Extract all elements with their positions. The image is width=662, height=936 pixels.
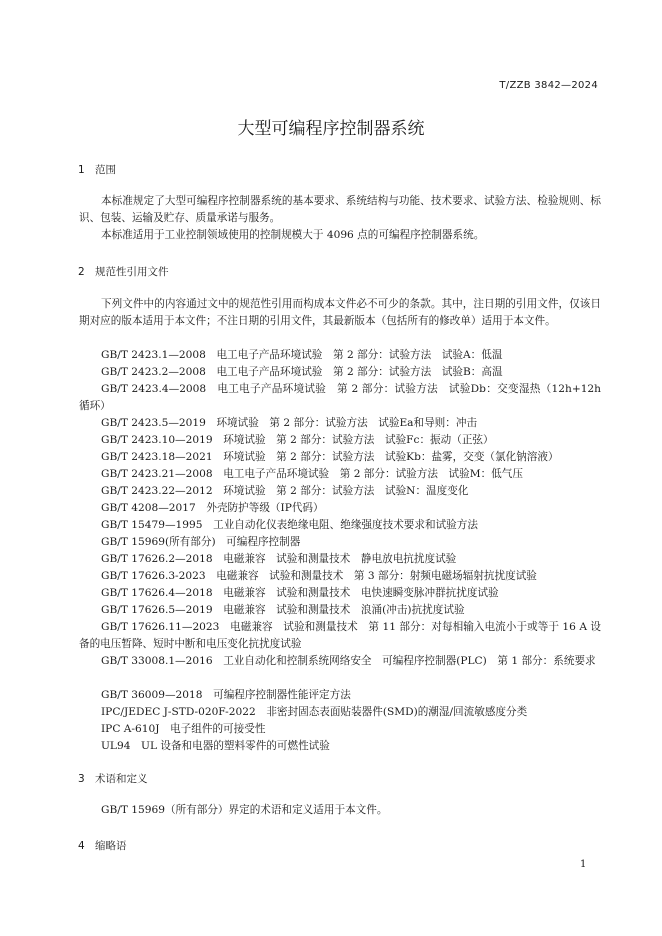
reference-item: GB/T 2423.2—2008 电工电子产品环境试验 第 2 部分：试验方法 试验B：高温 <box>101 366 503 378</box>
section-title: 术语和定义 <box>95 773 148 785</box>
section-title: 规范性引用文件 <box>95 266 169 278</box>
reference-item: GB/T 2423.1—2008 电工电子产品环境试验 第 2 部分：试验方法 试验A：低温 <box>101 349 503 361</box>
reference-item: GB/T 17626.5—2019 电磁兼容 试验和测量技术 浪涌(冲击)抗扰度试验 <box>101 604 465 616</box>
section-number: 2 <box>78 266 85 278</box>
reference-item: GB/T 2423.21—2008 电工电子产品环境试验 第 2 部分：试验方法 试验M：低气压 <box>101 468 523 480</box>
reference-item: GB/T 17626.11—2023 电磁兼容 试验和测量技术 第 11 部分：对每相输入电流小于或等于 16 A 设备的电压暂降、短时中断和电压变化抗扰度试验 <box>79 621 601 650</box>
reference-item: GB/T 17626.4—2018 电磁兼容 试验和测量技术 电快速瞬变脉冲群抗扰度试验 <box>101 587 499 599</box>
reference-item: GB/T 4208—2017 外壳防护等级（IP代码） <box>101 502 324 514</box>
section-title: 缩略语 <box>95 840 127 852</box>
reference-item: GB/T 2423.22—2012 环境试验 第 2 部分：试验方法 试验N：温度变化 <box>101 485 469 497</box>
reference-item: UL94 UL 设备和电器的塑料零件的可燃性试验 <box>101 740 330 752</box>
reference-item: GB/T 15479—1995 工业自动化仪表绝缘电阻、绝缘强度技术要求和试验方法 <box>101 519 478 531</box>
normative-intro-paragraph: 下列文件中的内容通过文中的规范性引用而构成本文件必不可少的条款。其中，注日期的引用文件，仅该日期对应的版本适用于本文件；不注日期的引用文件，其最新版本（包括所有的修改单）适用于本文件。 <box>79 298 601 327</box>
section-number: 1 <box>78 164 85 176</box>
reference-item: IPC A-610J 电子组件的可接受性 <box>101 723 266 735</box>
reference-item: GB/T 2423.5—2019 环境试验 第 2 部分：试验方法 试验Ea和导则：冲击 <box>101 417 478 429</box>
reference-item: IPC/JEDEC J-STD-020F-2022 非密封固态表面贴装器件(SMD)的潮湿/回流敏感度分类 <box>101 706 528 718</box>
scope-paragraph: 本标准规定了大型可编程序控制器系统的基本要求、系统结构与功能、技术要求、试验方法、检验规则、标识、包装、运输及贮存、质量承诺与服务。 <box>79 195 601 224</box>
reference-item: GB/T 33008.1—2016 工业自动化和控制系统网络安全 可编程序控制器(PLC) 第 1 部分：系统要求 <box>101 655 596 667</box>
reference-item: GB/T 2423.10—2019 环境试验 第 2 部分：试验方法 试验Fc：振动（正弦） <box>101 434 494 446</box>
scope-applicability-paragraph: 本标准适用于工业控制领域使用的控制规模大于 4096 点的可编程序控制器系统。 <box>101 229 485 241</box>
section-heading-abbreviations <box>78 838 127 853</box>
section-heading-normative-references <box>78 264 169 279</box>
reference-item: GB/T 2423.4—2008 电工电子产品环境试验 第 2 部分：试验方法 试验Db：交变湿热（12h+12h循环） <box>79 383 601 412</box>
reference-item: GB/T 17626.2—2018 电磁兼容 试验和测量技术 静电放电抗扰度试验 <box>101 553 457 565</box>
reference-item: GB/T 2423.18—2021 环境试验 第 2 部分：试验方法 试验Kb：盐雾，交变（氯化钠溶液） <box>101 451 559 463</box>
terms-paragraph: GB/T 15969（所有部分）界定的术语和定义适用于本文件。 <box>101 804 388 816</box>
section-title: 范围 <box>95 164 116 176</box>
reference-item: GB/T 17626.3-2023 电磁兼容 试验和测量技术 第 3 部分：射频电磁场辐射抗扰度试验 <box>101 570 537 582</box>
page-number: 1 <box>580 859 587 870</box>
reference-item: GB/T 15969(所有部分) 可编程序控制器 <box>101 536 301 548</box>
document-title: 大型可编程序控制器系统 <box>237 119 425 139</box>
section-heading-scope <box>78 162 116 177</box>
document-code: T/ZZB 3842—2024 <box>499 80 598 91</box>
reference-item: GB/T 36009—2018 可编程序控制器性能评定方法 <box>101 689 351 701</box>
section-number: 4 <box>78 840 85 852</box>
section-number: 3 <box>78 773 85 785</box>
section-heading-terms-definitions <box>78 771 148 786</box>
